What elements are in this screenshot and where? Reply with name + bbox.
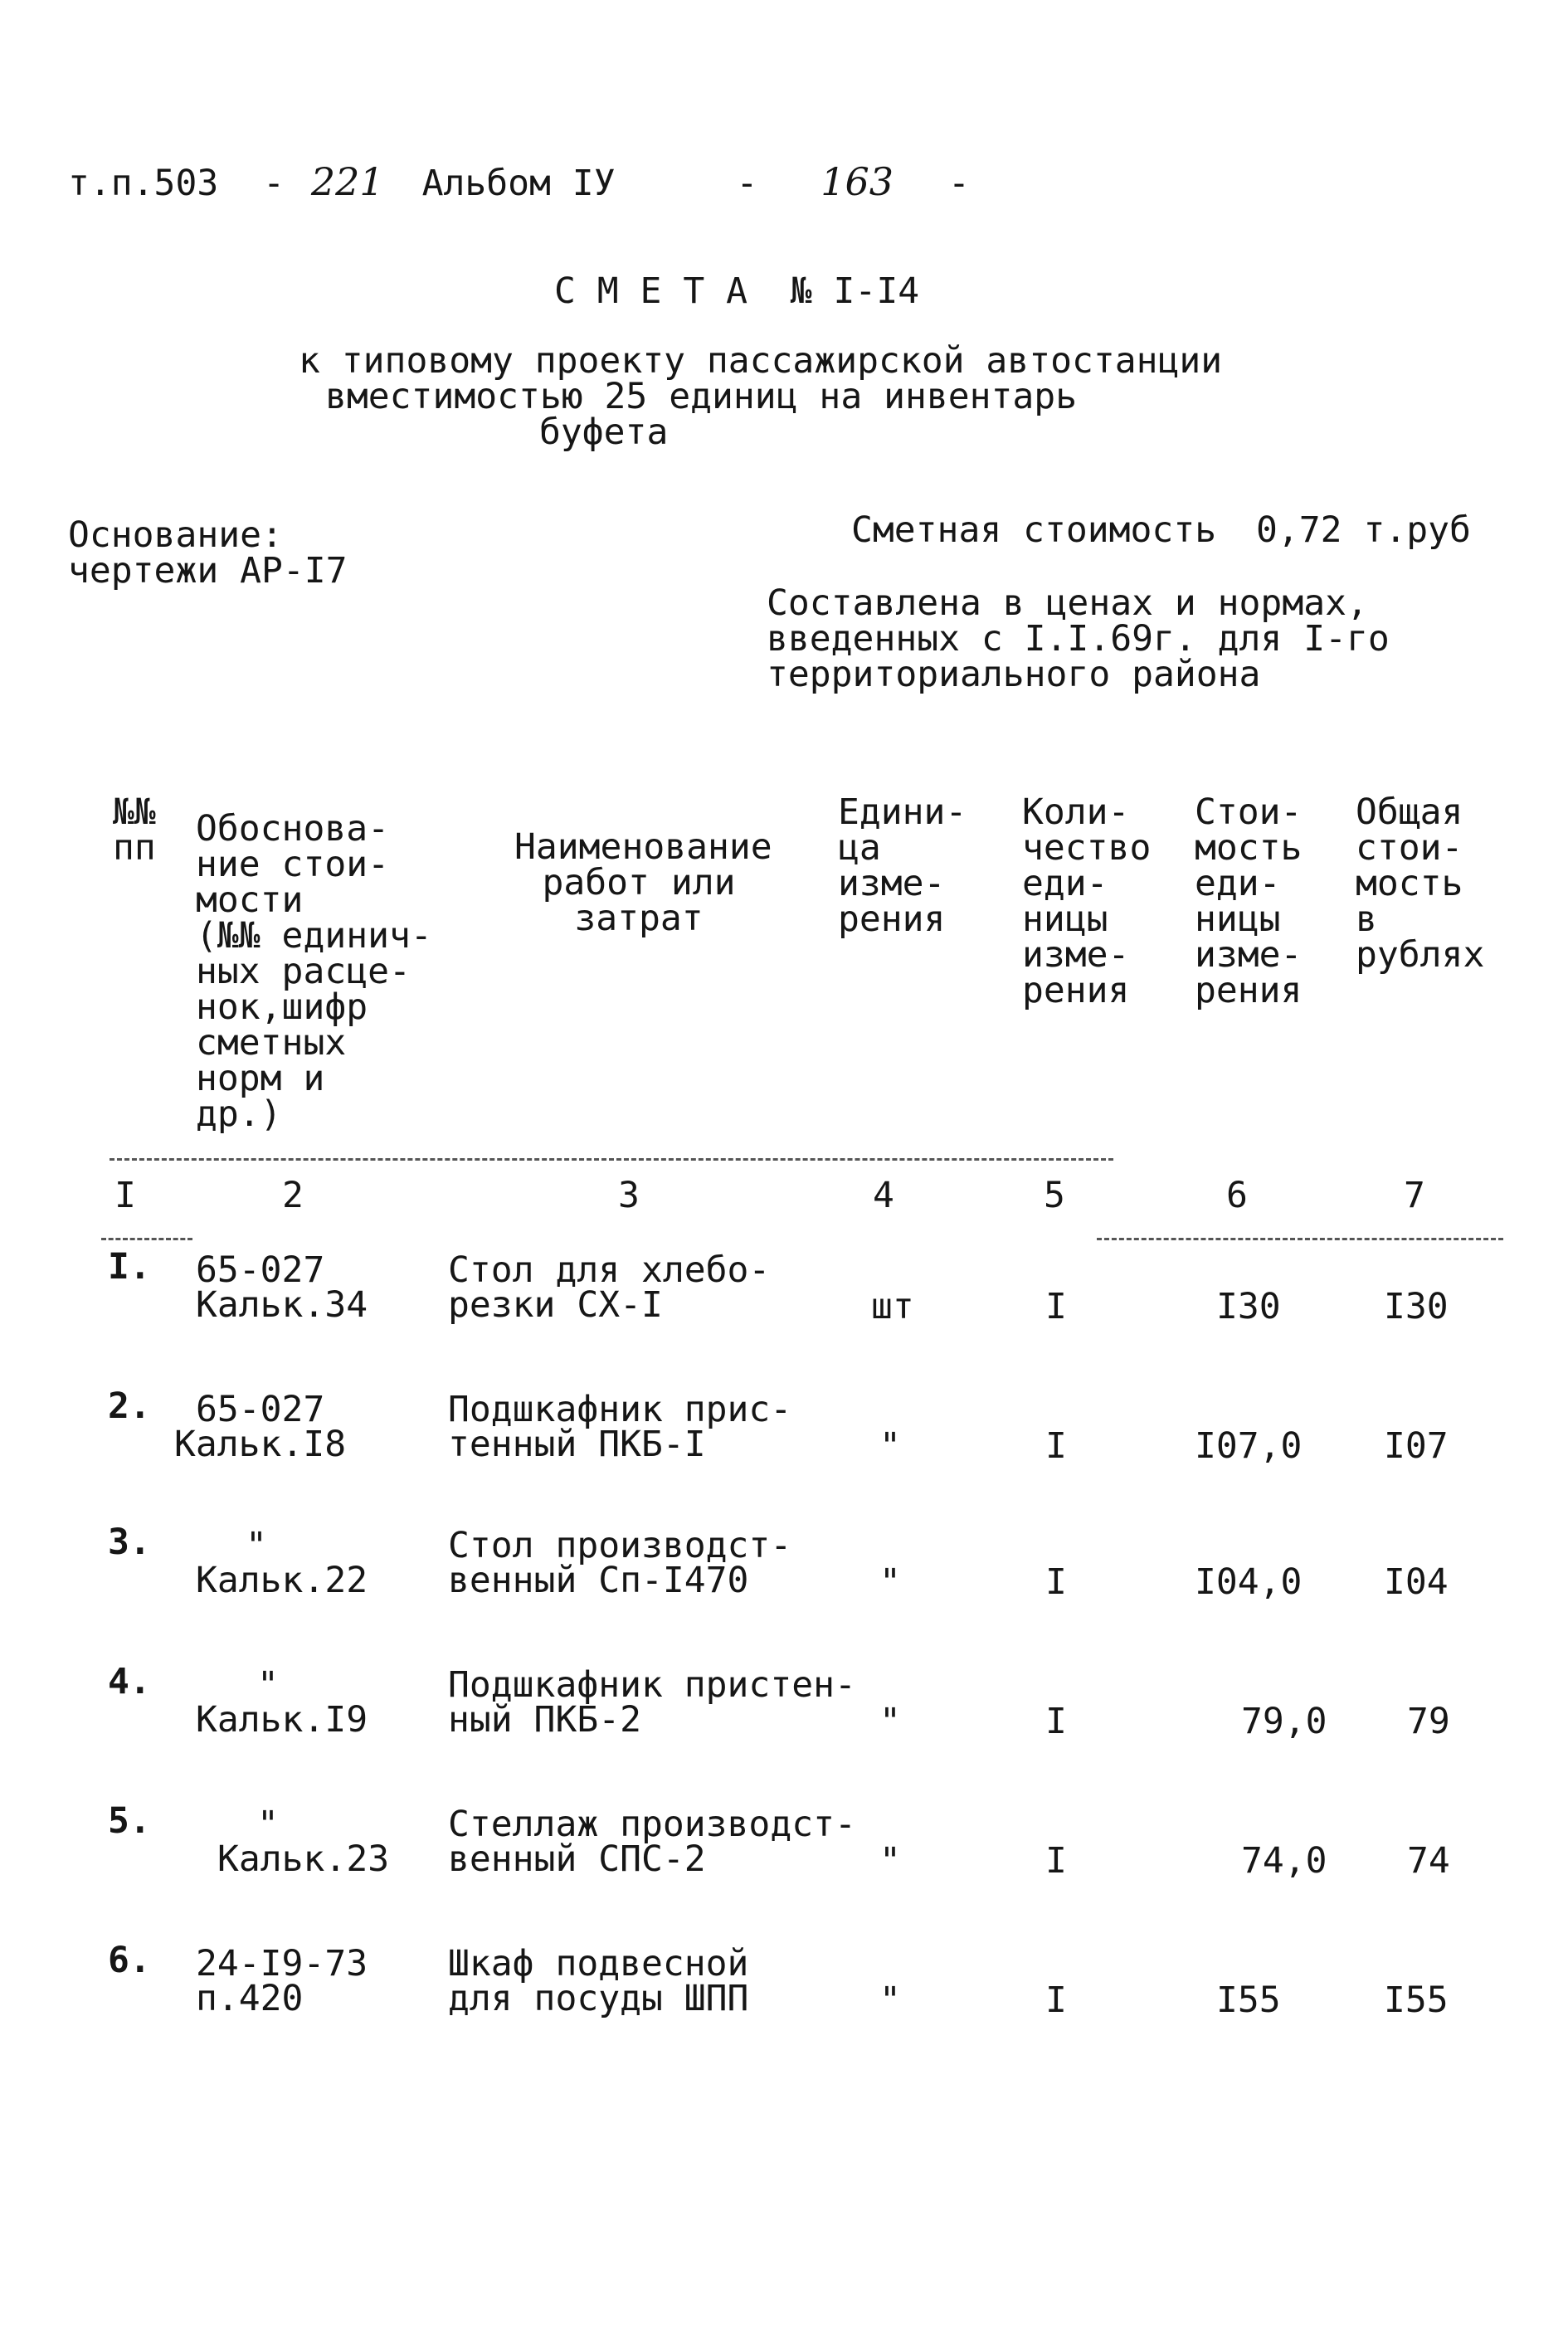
subtitle-line: к типовому проекту пассажирской автостанции [299, 340, 1223, 382]
item-name: Стол производст- [448, 1525, 792, 1566]
quantity: I [1045, 1701, 1067, 1742]
column-number: 3 [618, 1175, 640, 1216]
row-number: 2. [108, 1385, 151, 1427]
header-line: нок,шифр [196, 986, 368, 1028]
unit-cost: 79,0 [1241, 1701, 1327, 1742]
header-total [1356, 791, 1485, 976]
total-cost: I30 [1384, 1286, 1449, 1327]
basis-ref: Кальк.23 [217, 1838, 390, 1880]
header-line: изме- [1022, 934, 1130, 976]
header-line: работ или [542, 862, 736, 903]
header-num [113, 791, 156, 869]
dash: - [947, 163, 970, 204]
header-basis [196, 808, 432, 1135]
total-cost: 74 [1407, 1840, 1450, 1882]
document-subtitle [299, 340, 1223, 453]
header-line: сметных [196, 1022, 347, 1064]
header-line: Стои- [1195, 791, 1303, 833]
basis-block [68, 514, 348, 592]
quantity: I [1045, 1286, 1067, 1327]
header-divider [110, 1158, 1113, 1161]
column-number: 7 [1404, 1175, 1425, 1216]
header-line: мости [196, 879, 304, 921]
header-line: чество [1022, 827, 1152, 869]
row-number: 4. [108, 1661, 151, 1702]
header-line: ца [838, 827, 881, 869]
header-line: Коли- [1022, 791, 1130, 833]
header-line: норм и [196, 1058, 325, 1099]
quantity: I [1045, 1979, 1067, 2021]
unit: " [879, 1979, 901, 2021]
header-name [514, 826, 772, 939]
header-line: (№№ единич- [196, 915, 432, 957]
subtitle-line: буфета [539, 411, 669, 453]
header-line: мость [1195, 827, 1303, 869]
price-basis-note [767, 582, 1390, 695]
header-line: Едини- [838, 791, 967, 833]
column-number: I [114, 1175, 136, 1216]
basis-value: чертежи АР-I7 [68, 550, 348, 592]
item-name-cont: ный ПКБ-2 [448, 1699, 641, 1741]
dash: - [736, 163, 758, 204]
header-line: ницы [1022, 898, 1108, 940]
header-line: стои- [1356, 827, 1463, 869]
unit-cost: I30 [1216, 1286, 1281, 1327]
column-number: 2 [282, 1175, 304, 1216]
item-name: Стол для хлебо- [448, 1249, 771, 1291]
row-number: 5. [108, 1800, 151, 1842]
unit-cost: I55 [1216, 1979, 1281, 2021]
note-line: территориального района [767, 654, 1261, 695]
total-cost: I07 [1384, 1425, 1449, 1467]
column-number: 5 [1044, 1175, 1065, 1216]
quantity: I [1045, 1561, 1067, 1603]
header-line: Обоснова- [196, 808, 389, 850]
header-line: рения [1195, 970, 1303, 1011]
estimate-cost-value: 0,72 т.руб [1256, 509, 1471, 551]
basis-label: Основание: [68, 514, 283, 556]
basis-ref: Кальк.34 [196, 1284, 368, 1326]
header-line: в [1356, 898, 1377, 940]
header-line: рения [1022, 970, 1130, 1011]
quantity: I [1045, 1425, 1067, 1467]
dash: - [263, 163, 285, 204]
basis-code: 24-I9-73 [196, 1943, 368, 1984]
subtitle-line: вместимостью 25 единиц на инвентарь [325, 376, 1078, 417]
column-number: 4 [873, 1175, 894, 1216]
header-line: затрат [574, 898, 704, 939]
header-line: ние стои- [196, 844, 389, 885]
quantity: I [1045, 1840, 1067, 1882]
basis-code: 65-027 [196, 1389, 325, 1430]
header-line: изме- [1195, 934, 1303, 976]
basis-code: 65-027 [196, 1249, 325, 1291]
header-line: еди- [1022, 863, 1108, 904]
item-name-cont: венный Сп-I470 [448, 1560, 749, 1601]
item-name: Шкаф подвесной [448, 1943, 749, 1984]
header-line: Наименование [514, 826, 772, 868]
item-name-cont: для посуды ШПП [448, 1978, 749, 2019]
handwritten-number: 221 [310, 159, 384, 204]
unit-cost: I07,0 [1195, 1425, 1303, 1467]
item-name: Подшкафник пристен- [448, 1664, 856, 1706]
top-line [68, 159, 970, 204]
basis-ref: Кальк.22 [196, 1560, 368, 1601]
header-qty [1022, 791, 1152, 1011]
estimate-cost [851, 509, 1471, 551]
column-number-divider [1097, 1238, 1503, 1240]
total-cost: I04 [1384, 1561, 1449, 1603]
header-line: рения [838, 898, 946, 940]
project-code: т.п.503 [68, 163, 219, 204]
estimate-cost-label: Сметная стоимость [851, 509, 1217, 551]
basis-ref: Кальк.I8 [174, 1424, 347, 1465]
item-name: Подшкафник прис- [448, 1389, 792, 1430]
unit: " [879, 1840, 901, 1882]
unit: " [879, 1701, 901, 1742]
header-unit [838, 791, 967, 940]
item-name: Стеллаж производст- [448, 1804, 856, 1845]
total-cost: 79 [1407, 1701, 1450, 1742]
item-name-cont: тенный ПКБ-I [448, 1424, 706, 1465]
basis-code: " [246, 1525, 267, 1566]
header-line: Общая [1356, 791, 1463, 833]
row-number: 6. [108, 1940, 151, 1981]
basis-code: " [257, 1804, 279, 1845]
document-title: С М Е Т А № I-I4 [554, 270, 920, 312]
row-number: I. [108, 1246, 151, 1288]
header-line: изме- [838, 863, 946, 904]
header-line: ных расце- [196, 951, 411, 992]
unit-cost: 74,0 [1241, 1840, 1327, 1882]
header-line: №№ [113, 791, 156, 833]
column-number: 6 [1226, 1175, 1248, 1216]
basis-code: " [257, 1664, 279, 1706]
basis-ref: п.420 [196, 1978, 304, 2019]
unit: " [879, 1561, 901, 1603]
column-number-divider [101, 1238, 192, 1240]
header-unit-cost [1195, 791, 1303, 1011]
item-name-cont: венный СПС-2 [448, 1838, 706, 1880]
note-line: введенных с I.I.69г. для I-го [767, 618, 1390, 660]
header-line: пп [113, 827, 156, 869]
header-line: др.) [196, 1093, 282, 1135]
unit-cost: I04,0 [1195, 1561, 1303, 1603]
header-line: ницы [1195, 898, 1281, 940]
total-cost: I55 [1384, 1979, 1449, 2021]
row-number: 3. [108, 1522, 151, 1563]
album-label: Альбом IУ [421, 163, 616, 204]
note-line: Составлена в ценах и нормах, [767, 582, 1368, 624]
basis-ref: Кальк.I9 [196, 1699, 368, 1741]
header-line: еди- [1195, 863, 1281, 904]
handwritten-page-number: 163 [821, 159, 894, 204]
unit: шт [871, 1286, 914, 1327]
header-line: рублях [1356, 934, 1485, 976]
item-name-cont: резки СХ-I [448, 1284, 663, 1326]
unit: " [879, 1425, 901, 1467]
header-line: мость [1356, 863, 1463, 904]
